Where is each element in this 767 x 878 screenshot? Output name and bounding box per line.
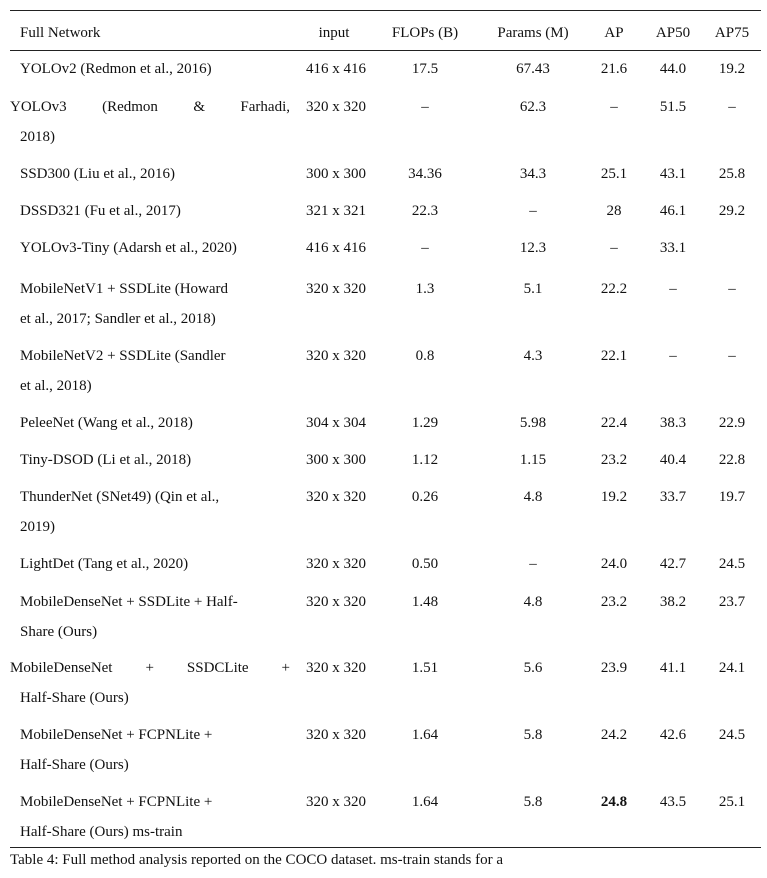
input-cell: 300 x 300 [306, 452, 366, 468]
ap75-cell: 24.5 [718, 556, 746, 572]
network-name-cell [20, 787, 290, 847]
input-cell: 320 x 320 [306, 99, 366, 115]
network-name-line1: DSSD321 (Fu et al., 2017) [20, 203, 181, 219]
ap50-cell: – [669, 348, 677, 364]
network-name-line1: YOLOv3 (Redmon & Farhadi, [10, 99, 290, 115]
params-cell: 5.1 [523, 281, 543, 297]
flops-cell: 34.36 [408, 166, 442, 182]
network-name-line2: Share (Ours) [20, 624, 98, 640]
flops-cell: – [421, 240, 429, 256]
input-cell: 304 x 304 [306, 415, 366, 431]
network-name-line2: et al., 2017; Sandler et al., 2018) [20, 311, 216, 327]
ap50-cell: 38.3 [659, 415, 687, 431]
ap-cell: 23.2 [600, 452, 628, 468]
flops-cell: 1.12 [411, 452, 439, 468]
ap50-cell: 33.7 [659, 489, 687, 505]
ap75-cell: 24.1 [718, 660, 746, 676]
network-name-cell [20, 587, 290, 647]
ap75-cell: 22.9 [718, 415, 746, 431]
network-name-line1: MobileDenseNet + FCPNLite + [20, 794, 213, 810]
input-cell: 320 x 320 [306, 660, 366, 676]
network-name-line2: 2019) [20, 519, 55, 535]
ap-cell: 23.9 [600, 660, 628, 676]
flops-cell: – [421, 99, 429, 115]
input-cell: 320 x 320 [306, 727, 366, 743]
network-name-line2: Half-Share (Ours) [20, 690, 129, 706]
params-cell: 5.8 [523, 794, 543, 810]
params-cell: 34.3 [519, 166, 547, 182]
flops-cell: 17.5 [411, 61, 439, 77]
ap-cell: 24.8 [600, 794, 628, 810]
params-cell: 4.8 [523, 594, 543, 610]
ap75-cell: – [728, 281, 736, 297]
ap-cell: 24.0 [600, 556, 628, 572]
ap50-cell: 43.1 [659, 166, 687, 182]
ap75-cell: 19.2 [718, 61, 746, 77]
ap75-cell: 19.7 [718, 489, 746, 505]
network-name-line2: et al., 2018) [20, 378, 92, 394]
network-name-cell [20, 720, 290, 780]
network-name-line1: MobileDenseNet + FCPNLite + [20, 727, 213, 743]
ap50-cell: 40.4 [659, 452, 687, 468]
input-cell: 320 x 320 [306, 794, 366, 810]
input-cell: 320 x 320 [306, 281, 366, 297]
network-name-cell [20, 233, 290, 263]
network-name-line1: MobileDenseNet + SSDLite + Half- [20, 594, 238, 610]
input-cell: 416 x 416 [306, 61, 366, 77]
header-flops: FLOPs (B) [391, 25, 459, 41]
network-name-line1: SSD300 (Liu et al., 2016) [20, 166, 175, 182]
network-name-line1: YOLOv3-Tiny (Adarsh et al., 2020) [20, 240, 237, 256]
ap-cell: – [610, 240, 618, 256]
header-rule [10, 50, 761, 51]
header-ap75: AP75 [714, 25, 750, 41]
flops-cell: 1.29 [411, 415, 439, 431]
ap75-cell: 24.5 [718, 727, 746, 743]
ap50-cell: 51.5 [659, 99, 687, 115]
ap75-cell: 23.7 [718, 594, 746, 610]
header-network: Full Network [20, 25, 101, 41]
flops-cell: 1.3 [415, 281, 435, 297]
network-name-cell [20, 54, 290, 84]
ap-cell: 24.2 [600, 727, 628, 743]
ap50-cell: 46.1 [659, 203, 687, 219]
params-cell: – [529, 203, 537, 219]
params-cell: 62.3 [519, 99, 547, 115]
input-cell: 320 x 320 [306, 594, 366, 610]
ap50-cell: 44.0 [659, 61, 687, 77]
ap75-cell: 25.1 [718, 794, 746, 810]
header-ap50: AP50 [655, 25, 691, 41]
ap75-cell: – [728, 348, 736, 364]
ap-cell: 28 [606, 203, 622, 219]
network-name-line1: YOLOv2 (Redmon et al., 2016) [20, 61, 212, 77]
ap50-cell: 33.1 [659, 240, 687, 256]
table-caption: Table 4: Full method analysis reported on the COCO dataset. ms-train stands for a [10, 852, 504, 868]
flops-cell: 0.8 [415, 348, 435, 364]
flops-cell: 1.51 [411, 660, 439, 676]
header-params: Params (M) [497, 25, 569, 41]
ap50-cell: 42.7 [659, 556, 687, 572]
bottom-rule [10, 847, 761, 848]
header-input: input [318, 25, 350, 41]
network-name-cell [20, 196, 290, 226]
top-rule [10, 10, 761, 11]
ap75-cell: – [728, 99, 736, 115]
ap-cell: 23.2 [600, 594, 628, 610]
network-name-line1: LightDet (Tang et al., 2020) [20, 556, 189, 572]
ap-cell: 22.1 [600, 348, 628, 364]
ap-cell: 22.2 [600, 281, 628, 297]
input-cell: 320 x 320 [306, 348, 366, 364]
ap-cell: 19.2 [600, 489, 628, 505]
ap50-cell: 38.2 [659, 594, 687, 610]
network-name-line1: ThunderNet (SNet49) (Qin et al., [20, 489, 220, 505]
flops-cell: 1.64 [411, 727, 439, 743]
flops-cell: 22.3 [411, 203, 439, 219]
network-name-cell [20, 482, 290, 542]
network-name-cell [20, 408, 290, 438]
params-cell: 4.8 [523, 489, 543, 505]
input-cell: 300 x 300 [306, 166, 366, 182]
ap-cell: 22.4 [600, 415, 628, 431]
ap50-cell: 41.1 [659, 660, 687, 676]
params-cell: 12.3 [519, 240, 547, 256]
ap75-cell: 22.8 [718, 452, 746, 468]
network-name-cell [20, 274, 290, 334]
ap75-cell: 25.8 [718, 166, 746, 182]
network-name-line2: Half-Share (Ours) ms-train [20, 824, 183, 840]
params-cell: – [529, 556, 537, 572]
ap50-cell: 42.6 [659, 727, 687, 743]
ap50-cell: 43.5 [659, 794, 687, 810]
network-name-cell [10, 92, 290, 152]
params-cell: 1.15 [519, 452, 547, 468]
ap50-cell: – [669, 281, 677, 297]
network-name-line1: PeleeNet (Wang et al., 2018) [20, 415, 193, 431]
ap75-cell: 29.2 [718, 203, 746, 219]
flops-cell: 0.50 [411, 556, 439, 572]
params-cell: 5.6 [523, 660, 543, 676]
network-name-line1: MobileNetV2 + SSDLite (Sandler [20, 348, 226, 364]
input-cell: 320 x 320 [306, 489, 366, 505]
network-name-cell [10, 653, 290, 713]
network-name-line1: MobileDenseNet + SSDCLite + [10, 660, 290, 676]
network-name-cell [20, 159, 290, 189]
network-name-line1: MobileNetV1 + SSDLite (Howard [20, 281, 229, 297]
network-name-cell [20, 341, 290, 401]
network-name-cell [20, 445, 290, 475]
network-name-line2: 2018) [20, 129, 55, 145]
network-name-line2: Half-Share (Ours) [20, 757, 129, 773]
network-name-cell [20, 549, 290, 579]
ap-cell: 25.1 [600, 166, 628, 182]
network-name-line1: Tiny-DSOD (Li et al., 2018) [20, 452, 192, 468]
input-cell: 416 x 416 [306, 240, 366, 256]
params-cell: 5.8 [523, 727, 543, 743]
input-cell: 321 x 321 [306, 203, 366, 219]
ap-cell: 21.6 [600, 61, 628, 77]
ap-cell: – [610, 99, 618, 115]
flops-cell: 0.26 [411, 489, 439, 505]
params-cell: 5.98 [519, 415, 547, 431]
params-cell: 67.43 [516, 61, 550, 77]
flops-cell: 1.48 [411, 594, 439, 610]
flops-cell: 1.64 [411, 794, 439, 810]
params-cell: 4.3 [523, 348, 543, 364]
input-cell: 320 x 320 [306, 556, 366, 572]
header-ap: AP [604, 25, 624, 41]
